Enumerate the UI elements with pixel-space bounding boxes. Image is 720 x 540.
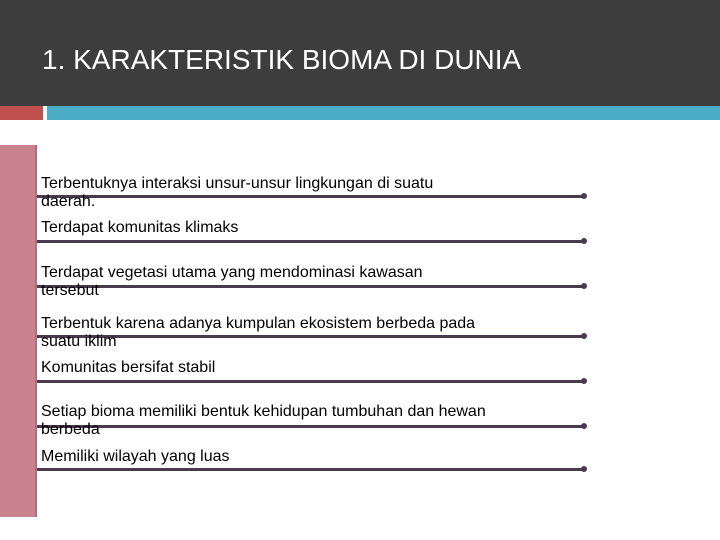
list-item-line: Terdapat komunitas klimaks	[41, 219, 239, 236]
slide-title: 1. KARAKTERISTIK BIOMA DI DUNIA	[42, 44, 522, 75]
list-item-line: suatu iklim	[41, 333, 117, 350]
divider-dot	[581, 378, 587, 384]
divider-dot	[581, 193, 587, 199]
divider-dot	[581, 333, 587, 339]
slide-header	[0, 0, 720, 106]
divider-dot	[581, 283, 587, 289]
list-item-line: Memiliki wilayah yang luas	[41, 448, 230, 465]
divider-line	[37, 468, 584, 471]
divider-dot	[581, 466, 587, 472]
list-item	[41, 175, 561, 211]
list-item-line: tersebut	[41, 282, 99, 299]
divider-line	[37, 240, 584, 243]
list-item-line: Terbentuk karena adanya kumpulan ekosistem berbeda pada	[41, 315, 476, 332]
list-item-line: Terdapat vegetasi utama yang mendominasi kawasan	[41, 264, 423, 281]
list-item-line: Setiap bioma memiliki bentuk kehidupan tumbuhan dan hewan	[41, 403, 486, 420]
list-item	[41, 264, 561, 300]
accent-bar-blue	[47, 106, 720, 120]
list-item-line: Terbentuknya interaksi unsur-unsur lingkungan di suatu	[41, 175, 434, 192]
divider-dot	[581, 238, 587, 244]
side-bar-edge	[35, 145, 37, 517]
side-bar	[0, 145, 35, 517]
accent-bar-red	[0, 106, 43, 120]
list-item-line: Komunitas bersifat stabil	[41, 359, 216, 376]
list-item	[41, 315, 561, 351]
list-item	[41, 219, 561, 237]
list-item-line: daerah.	[41, 193, 96, 210]
list-item	[41, 403, 561, 439]
list-item-line: berbeda	[41, 421, 100, 438]
list-item	[41, 359, 561, 377]
divider-dot	[581, 423, 587, 429]
divider-line	[37, 380, 584, 383]
list-item	[41, 448, 561, 466]
